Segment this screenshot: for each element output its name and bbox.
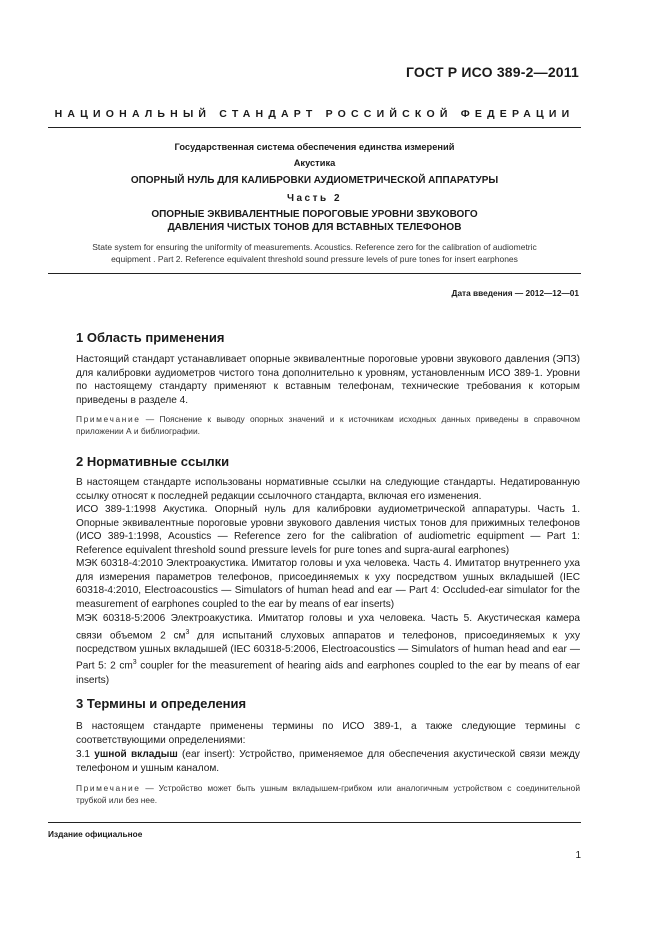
ref5-text-c: coupler for the measurement of hearing aids and earphones coupled to the ear by means of ear inserts) xyxy=(76,660,580,686)
term-name: ушной вкладыш xyxy=(94,749,178,760)
official-edition-label: Издание официальное xyxy=(48,829,143,839)
ref5-text-b: для испытаний слуховых аппаратов и телефонов, присоединяемых к уху посредством ушных вкладышей (IEC 60318-5:2006, Electroacoustics — Simulators of human head and ear — Part 5: 2 cm xyxy=(76,630,580,672)
term-number: 3.1 xyxy=(76,749,95,760)
section2-reference-iso389: ИСО 389-1:1998 Акустика. Опорный нуль для калибровки аудиометрической аппаратуры. Часть 1. Опорные эквивалентные пороговые уровни звукового давления чистых тонов для прижимных телефонов (ИСО 389-1:1998, Acoustics — Reference zero for the calibration of audiometric equipment — Part 1: Reference equivalent threshold sound pressure levels for pure tones and supra-aural earphones) xyxy=(76,504,580,557)
ref5-sup2: 3 xyxy=(132,659,137,667)
title-divider xyxy=(48,273,581,274)
section3-note-text: — Устройство может быть ушным вкладышем-грибком или аналогичным устройством с соединительной трубкой или без нее. xyxy=(76,783,580,805)
section1-heading: 1 Область применения xyxy=(76,330,225,345)
title-subtitle xyxy=(48,209,581,234)
section1-note-text: — Пояснение к выводу опорных значений и к источникам исходных данных приведены в справочном приложении А и библиографии. xyxy=(76,414,580,436)
section1-note xyxy=(76,413,580,437)
title-english-line2: equipment . Part 2. Reference equivalent threshold sound pressure levels of pure tones for insert earphones xyxy=(111,254,518,264)
section2-reference-iec60318-5 xyxy=(76,612,580,687)
section2-reference-iec60318-4: МЭК 60318-4:2010 Электроакустика. Имитатор головы и уха человека. Часть 4. Имитатор внутреннего уха для измерения параметров телефонов, присоединяемых к уху посредством ушных вкладышей (IEC 60318-4:2010, Electroacoustics — Simulators of human head and ear — Part 4: Occluded-ear simulator for the measurement of earphones coupled to the ear by means of ear inserts) xyxy=(76,558,580,611)
section1-paragraph: Настоящий стандарт устанавливает опорные эквивалентные пороговые уровни звукового давления (ЭПЗ) для калибровки аудиометров чистого тона дополнительно к уровням, установленным ИСО 389-1. Уровни по настоящему стандарту применяют к вставным телефонам, технические требования к которым приведены в разделе 4. xyxy=(76,354,580,407)
section2-heading: 2 Нормативные ссылки xyxy=(76,454,230,469)
section3-note xyxy=(76,782,580,806)
ref5-sup1: 3 xyxy=(185,628,190,636)
section3-heading: 3 Термины и определения xyxy=(76,696,247,711)
section3-term-definition xyxy=(76,748,580,775)
section3-paragraph-intro: В настоящем стандарте применены термины по ИСО 389-1, а также следующие термины с соответствующими определениями: xyxy=(76,721,580,746)
footer-divider xyxy=(48,822,581,823)
title-part: Часть 2 xyxy=(286,193,343,204)
title-main: ОПОРНЫЙ НУЛЬ ДЛЯ КАЛИБРОВКИ АУДИОМЕТРИЧЕСКОЙ АППАРАТУРЫ xyxy=(130,175,499,186)
national-standard-banner: НАЦИОНАЛЬНЫЙ СТАНДАРТ РОССИЙСКОЙ ФЕДЕРАЦИИ xyxy=(54,108,575,120)
document-code: ГОСТ Р ИСО 389-2—2011 xyxy=(405,64,579,80)
section1-note-label: Примечание xyxy=(76,414,141,424)
title-english-line1: State system for ensuring the uniformity of measurements. Acoustics. Reference zero for the calibration of audiometric xyxy=(92,242,537,252)
title-acoustics: Акустика xyxy=(293,158,336,168)
title-english xyxy=(48,241,581,265)
section2-paragraph-intro: В настоящем стандарте использованы нормативные ссылки на следующие стандарты. Недатированную ссылку относят к последней редакции ссылочного стандарта, включая его изменения. xyxy=(76,477,580,502)
ref5-text-a: МЭК 60318-5:2006 Электроакустика. Имитатор головы и уха человека. Часть 5. Акустическая камера связи объемом 2 см xyxy=(76,613,580,642)
title-system: Государственная система обеспечения единства измерений xyxy=(174,142,455,152)
introduction-date: Дата введения — 2012—12—01 xyxy=(451,288,579,298)
section3-note-label: Примечание xyxy=(76,783,141,793)
header-divider xyxy=(48,127,581,128)
title-subtitle-line2: ДАВЛЕНИЯ ЧИСТЫХ ТОНОВ ДЛЯ ВСТАВНЫХ ТЕЛЕФОНОВ xyxy=(167,221,462,233)
term-definition-text: (ear insert): Устройство, применяемое для обеспечения акустической связи между телефоном и ушным каналом. xyxy=(76,749,580,774)
title-subtitle-line1: ОПОРНЫЕ ЭКВИВАЛЕНТНЫЕ ПОРОГОВЫЕ УРОВНИ ЗВУКОВОГО xyxy=(151,209,478,220)
page-number: 1 xyxy=(575,850,581,861)
